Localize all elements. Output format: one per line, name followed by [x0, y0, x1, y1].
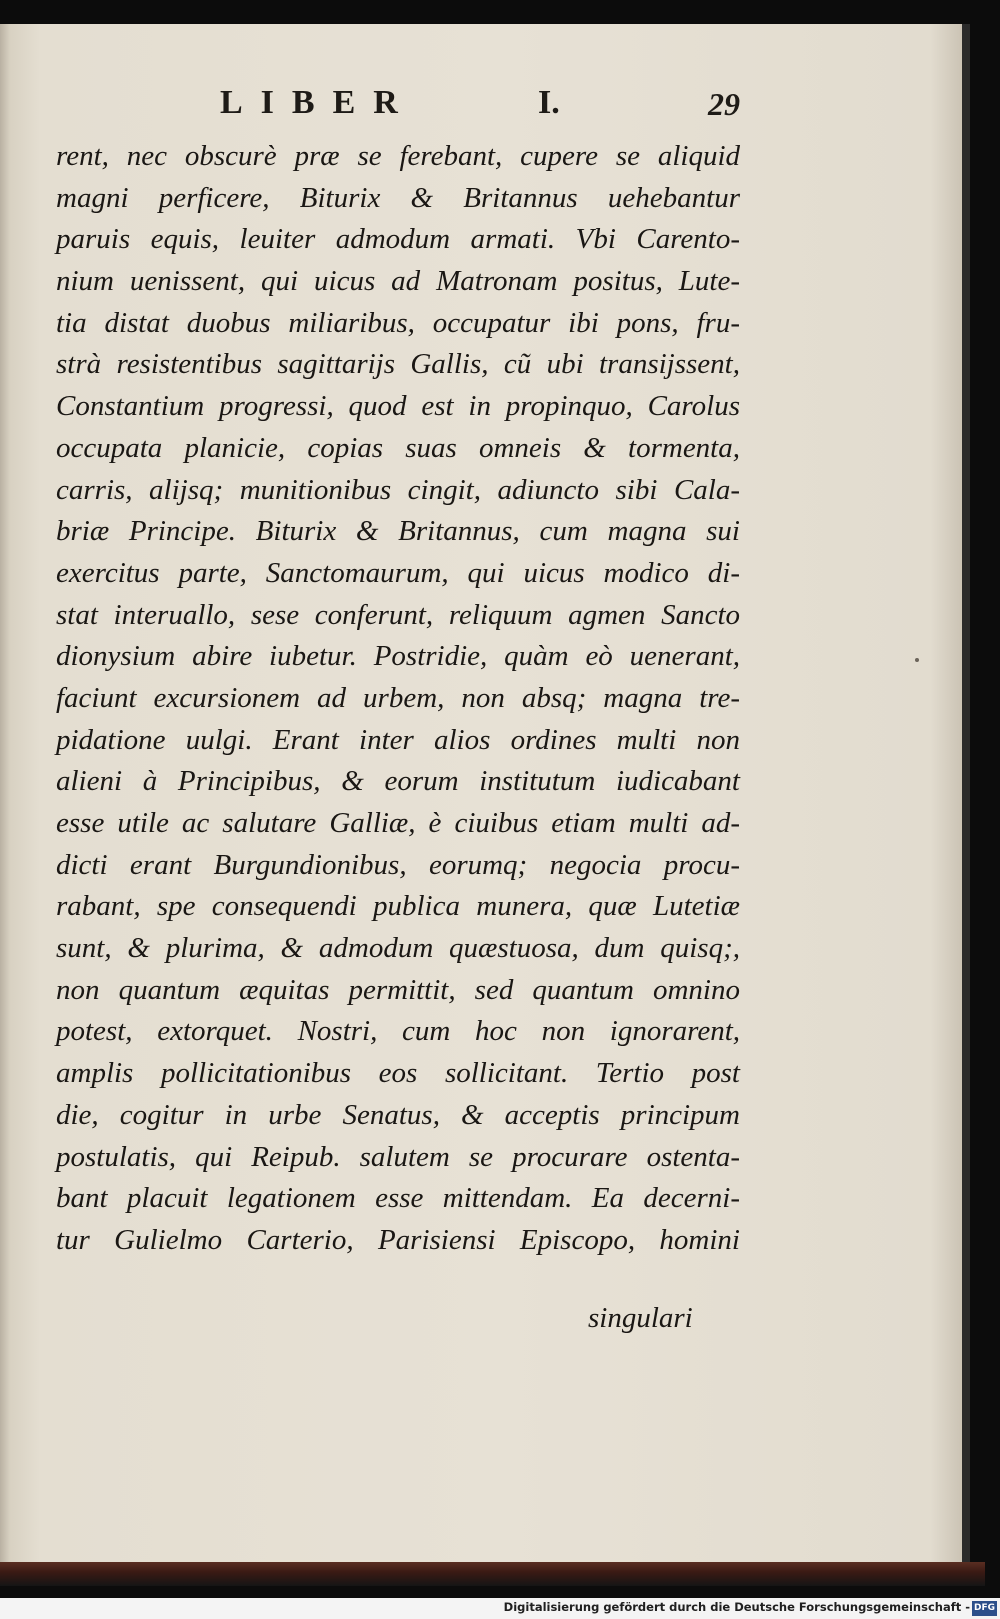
text-line: Constantium progressi, quod est in propinquo, Carolus	[56, 390, 740, 423]
text-line: paruis equis, leuiter admodum armati. Vbi Carento-	[56, 223, 740, 256]
text-line: sunt, & plurima, & admodum quæstuosa, dum quisq;,	[56, 932, 740, 965]
text-line: amplis pollicitationibus eos sollicitant. Tertio post	[56, 1057, 740, 1090]
text-line: carris, alijsq; munitionibus cingit, adiuncto sibi Cala-	[56, 473, 740, 506]
chapter-number: I.	[538, 84, 560, 121]
text-line: alieni à Principibus, & eorum institutum iudicabant	[56, 765, 740, 798]
text-line: nium uenissent, qui uicus ad Matronam positus, Lute-	[56, 265, 740, 298]
text-line: esse utile ac salutare Galliæ, è ciuibus etiam multi ad-	[56, 807, 740, 839]
text-line: magni perficere, Biturix & Britannus uehebantur	[56, 181, 740, 214]
text-line: strà resistentibus sagittarijs Gallis, cũ ubi transijssent,	[56, 348, 740, 381]
text-line: stat interuallo, sese conferunt, reliquum agmen Sancto	[56, 598, 740, 631]
text-line: potest, extorquet. Nostri, cum hoc non ignorarent,	[56, 1015, 740, 1048]
text-line: bant placuit legationem esse mittendam. Ea decerni-	[56, 1182, 740, 1215]
text-line: rabant, spe consequendi publica munera, quæ Lutetiæ	[56, 890, 740, 923]
page-number: 29	[708, 86, 740, 122]
digitization-footer	[0, 1598, 1000, 1619]
running-head: LIBER	[220, 84, 416, 121]
text-line: exercitus parte, Sanctomaurum, qui uicus modico di-	[56, 556, 740, 589]
page-header	[220, 84, 740, 128]
text-line: non quantum æquitas permittit, sed quantum omnino	[56, 973, 740, 1006]
text-line: briæ Principe. Biturix & Britannus, cum magna sui	[56, 515, 740, 548]
text-line: pidatione uulgi. Erant inter alios ordines multi non	[56, 723, 740, 756]
text-line: rent, nec obscurè præ se ferebant, cupere se aliquid	[56, 140, 740, 172]
text-line: dionysium abire iubetur. Postridie, quàm eò uenerant,	[56, 640, 740, 673]
catchword: singulari	[588, 1302, 693, 1334]
text-line: occupata planicie, copias suas omneis & tormenta,	[56, 431, 740, 464]
dfg-logo: DFG	[972, 1601, 997, 1616]
page-bottom-edge	[0, 1562, 985, 1586]
funding-credit: Digitalisierung gefördert durch die Deutsche Forschungsgemeinschaft -	[503, 1600, 970, 1614]
paper-speck	[915, 658, 919, 662]
text-line: die, cogitur in urbe Senatus, & acceptis principum	[56, 1098, 740, 1131]
text-line: faciunt excursionem ad urbem, non absq; magna tre-	[56, 681, 740, 714]
text-line: tur Gulielmo Carterio, Parisiensi Episcopo, homini	[56, 1223, 740, 1256]
text-line: postulatis, qui Reipub. salutem se procurare ostenta-	[56, 1140, 740, 1173]
text-line: tia distat duobus miliaribus, occupatur ibi pons, fru-	[56, 306, 740, 339]
body-text	[56, 136, 740, 1262]
text-line: dicti erant Burgundionibus, eorumq; negocia procu-	[56, 848, 740, 881]
